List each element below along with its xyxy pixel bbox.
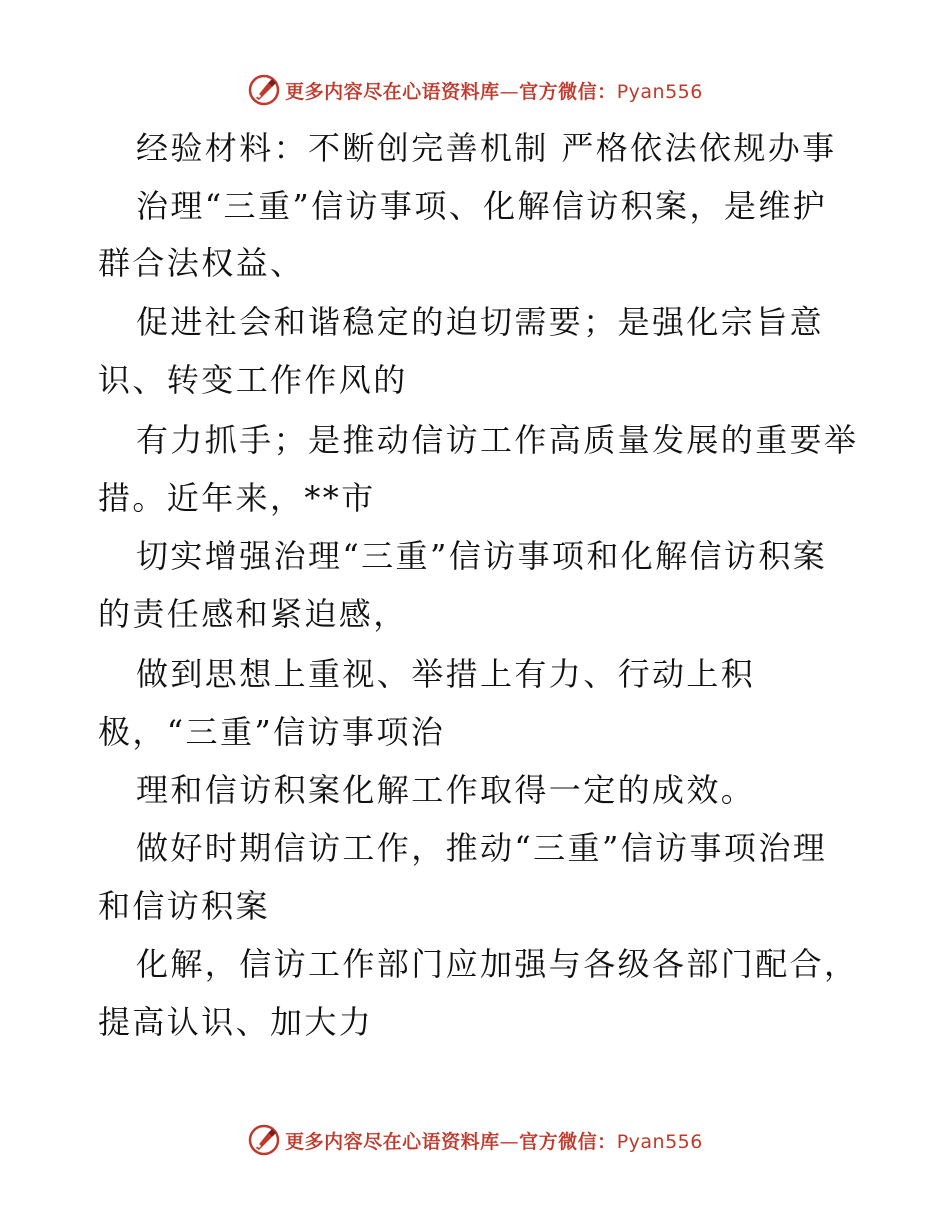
- paragraph-line: 做到思想上重视、举措上有力、行动上积: [136, 655, 756, 693]
- paragraph-line: 化解，信访工作部门应加强与各级各部门配合，: [136, 945, 859, 983]
- banner-account-id: Pyan556: [616, 1130, 703, 1153]
- paragraph-line: 治理“三重”信访事项、化解信访积案，是维护: [136, 187, 828, 225]
- footer-banner: [0, 1120, 950, 1160]
- paragraph-line: 的责任感和紧迫感，: [98, 595, 408, 633]
- paragraph-line: 做好时期信访工作，推动“三重”信访事项治理: [136, 829, 828, 867]
- paragraph-line: 提高认识、加大力: [98, 1003, 374, 1041]
- header-banner: [0, 70, 950, 110]
- paragraph-line: 理和信访积案化解工作取得一定的成效。: [136, 771, 756, 809]
- banner-brand: 更多内容尽在心语资料库: [285, 80, 500, 103]
- banner-separator: —: [499, 80, 520, 103]
- paragraph-line: 有力抓手；是推动信访工作高质量发展的重要举: [136, 421, 859, 459]
- pen-nib-seal-icon: [247, 1123, 281, 1157]
- banner-separator: —: [499, 1130, 520, 1153]
- banner-account-id: Pyan556: [616, 80, 703, 103]
- paragraph-line: 切实增强治理“三重”信访事项和化解信访积案: [136, 537, 828, 575]
- paragraph-line: 促进社会和谐稳定的迫切需要；是强化宗旨意: [136, 303, 825, 341]
- paragraph-line: 群合法权益、: [98, 244, 305, 282]
- banner-text: [285, 77, 703, 104]
- pen-nib-seal-icon: [247, 73, 281, 107]
- paragraph-line: 识、转变工作作风的: [98, 361, 408, 399]
- paragraph-line: 措。近年来，**市: [98, 479, 376, 517]
- paragraph-line: 极，“三重”信访事项治: [98, 713, 446, 751]
- banner-text: [285, 1127, 703, 1154]
- document-title: 经验材料：不断创完善机制 严格依法依规办事: [136, 129, 837, 167]
- banner-brand: 更多内容尽在心语资料库: [285, 1130, 500, 1153]
- banner-account-label: 官方微信：: [519, 80, 617, 103]
- paragraph-line: 和信访积案: [98, 887, 271, 925]
- banner-account-label: 官方微信：: [519, 1130, 617, 1153]
